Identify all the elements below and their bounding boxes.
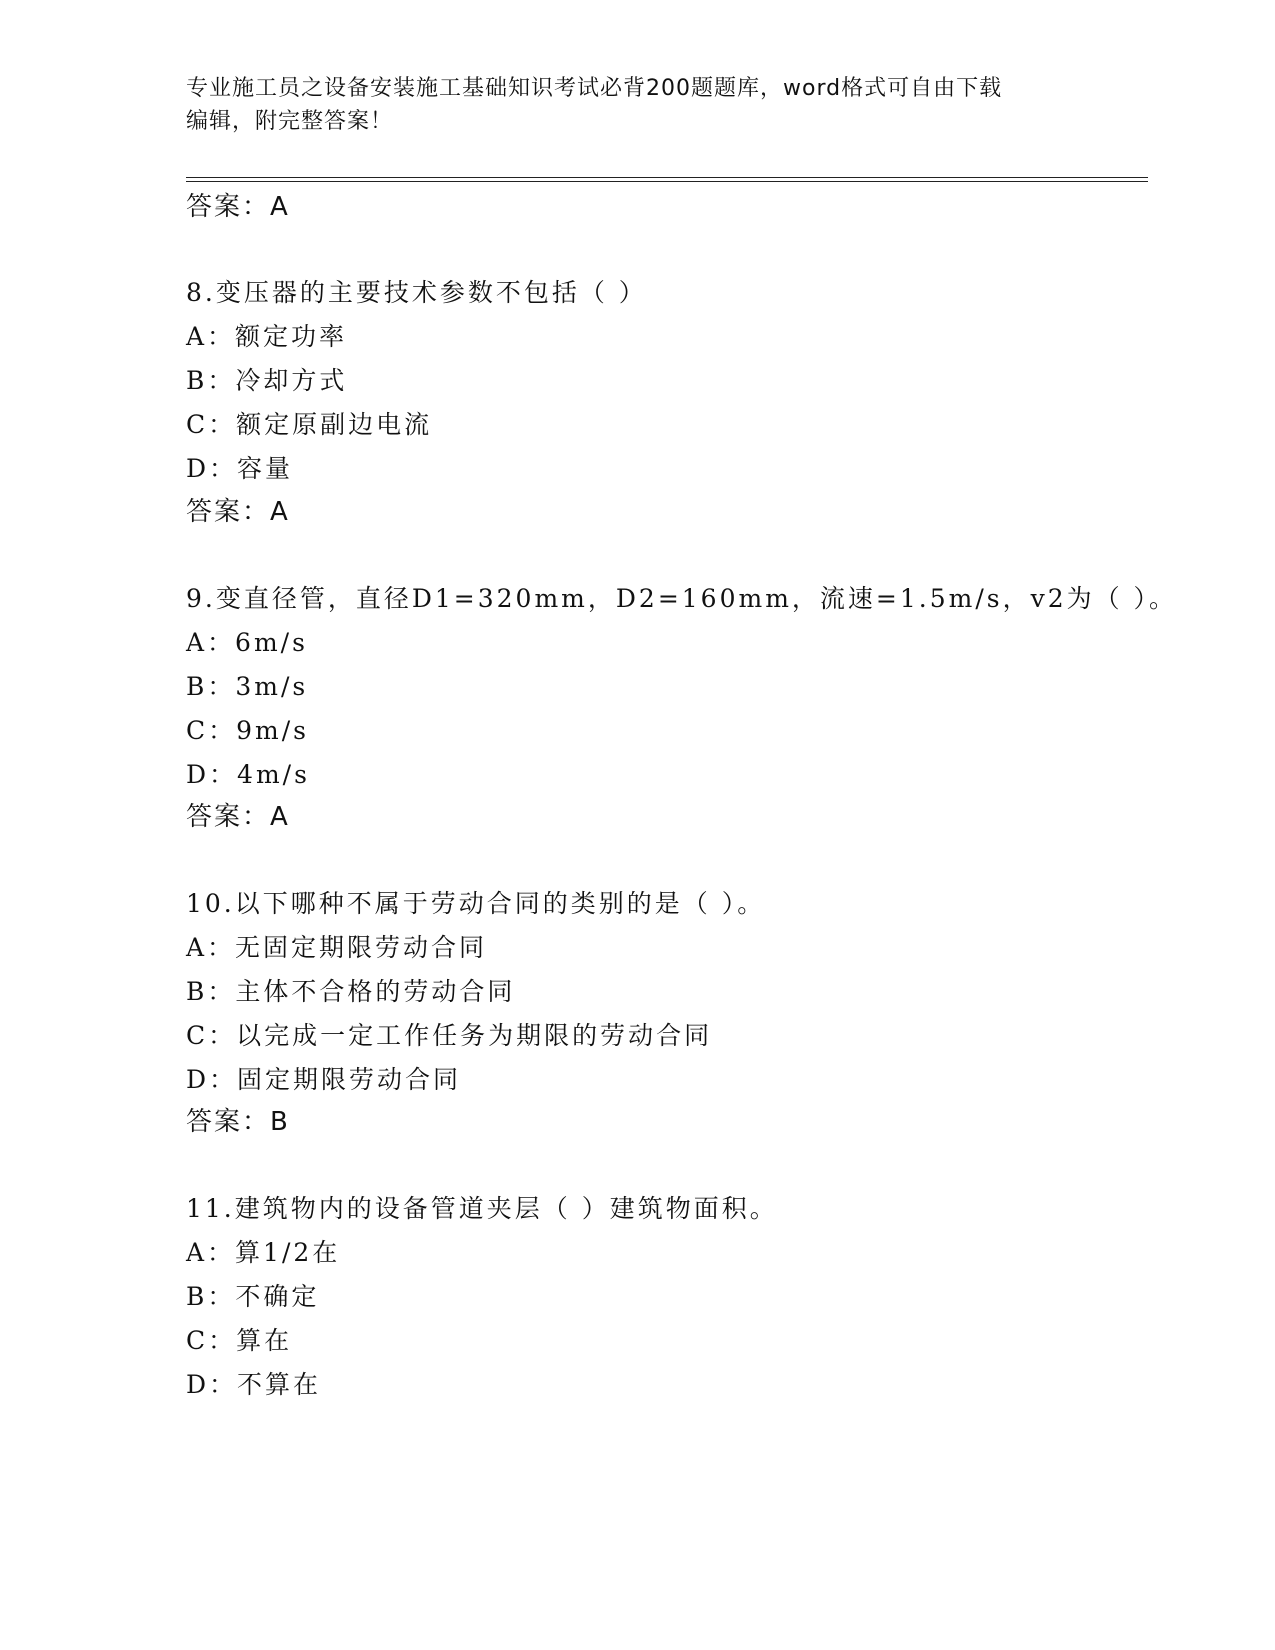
question-9-option-c: C：9m/s [186, 716, 309, 745]
question-11-option-c: C：算在 [186, 1326, 293, 1355]
question-10-option-c: C：以完成一定工作任务为期限的劳动合同 [186, 1021, 713, 1050]
question-11-stem: 11.建筑物内的设备管道夹层（ ）建筑物面积。 [186, 1194, 778, 1223]
question-11-option-b: B：不确定 [186, 1282, 320, 1311]
header-line-1: 专业施工员之设备安装施工基础知识考试必背200题题库，word格式可自由下载 [186, 76, 1003, 101]
header-divider-bottom [186, 181, 1148, 182]
question-10-stem: 10.以下哪种不属于劳动合同的类别的是（ ）。 [186, 889, 766, 918]
question-8-answer: 答案：A [186, 497, 290, 527]
question-9-option-a: A：6m/s [186, 628, 308, 657]
question-9-stem: 9.变直径管，直径D1=320mm，D2=160mm，流速=1.5m/s，v2为（ ）。 [186, 584, 1178, 613]
document-header [186, 72, 1066, 138]
question-10-option-a: A：无固定期限劳动合同 [186, 933, 488, 962]
previous-answer: 答案：A [186, 192, 290, 222]
question-8-stem: 8.变压器的主要技术参数不包括（ ） [186, 278, 647, 307]
question-8-option-d: D：容量 [186, 454, 294, 483]
header-divider-top [186, 177, 1148, 178]
header-line-2: 编辑，附完整答案！ [186, 109, 394, 134]
question-10-option-d: D：固定期限劳动合同 [186, 1065, 462, 1094]
question-8-option-b: B：冷却方式 [186, 366, 348, 395]
question-9-answer: 答案：A [186, 802, 290, 832]
question-11-option-d: D：不算在 [186, 1370, 322, 1399]
question-11-option-a: A：算1/2在 [186, 1238, 341, 1267]
question-9-option-d: D：4m/s [186, 760, 310, 789]
question-10-answer: 答案：B [186, 1107, 290, 1137]
question-8-option-c: C：额定原副边电流 [186, 410, 433, 439]
question-8-option-a: A：额定功率 [186, 322, 348, 351]
question-10-option-b: B：主体不合格的劳动合同 [186, 977, 516, 1006]
question-9-option-b: B：3m/s [186, 672, 309, 701]
